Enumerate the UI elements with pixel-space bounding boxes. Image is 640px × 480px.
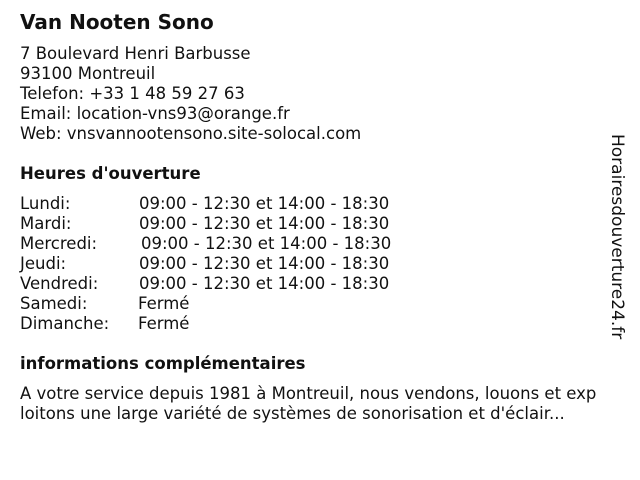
day-label: Mardi: xyxy=(20,214,72,233)
day-label: Samedi: xyxy=(20,294,88,313)
address-city: 93100 Montreuil xyxy=(20,64,156,83)
hours-value: 09:00 - 12:30 et 14:00 - 18:30 xyxy=(139,194,390,213)
day-label: Vendredi: xyxy=(20,274,99,293)
day-label: Dimanche: xyxy=(20,314,110,333)
address-street: 7 Boulevard Henri Barbusse xyxy=(20,44,251,63)
email-line: Email: location-vns93@orange.fr xyxy=(20,104,290,123)
description-line: loitons une large variété de systèmes de sonorisation et d'éclair... xyxy=(20,404,565,423)
hours-value: 09:00 - 12:30 et 14:00 - 18:30 xyxy=(139,274,390,293)
contact-block xyxy=(20,44,361,144)
hours-value: Fermé xyxy=(138,294,190,313)
business-description xyxy=(20,384,630,424)
hours-value: Fermé xyxy=(138,314,190,333)
business-name: Van Nooten Sono xyxy=(20,10,214,34)
hours-value: 09:00 - 12:30 et 14:00 - 18:30 xyxy=(139,214,390,233)
hours-value: 09:00 - 12:30 et 14:00 - 18:30 xyxy=(141,234,392,253)
info-heading: informations complémentaires xyxy=(20,354,306,373)
hours-value: 09:00 - 12:30 et 14:00 - 18:30 xyxy=(139,254,390,273)
web-line: Web: vnsvannootensono.site-solocal.com xyxy=(20,124,362,143)
phone-line: Telefon: +33 1 48 59 27 63 xyxy=(20,84,245,103)
day-label: Mercredi: xyxy=(20,234,98,253)
day-label: Jeudi: xyxy=(20,254,67,273)
description-line: A votre service depuis 1981 à Montreuil, nous vendons, louons et exp xyxy=(20,384,597,403)
hours-heading: Heures d'ouverture xyxy=(20,164,201,183)
day-label: Lundi: xyxy=(20,194,71,213)
site-watermark: Horairesdouverture24.fr xyxy=(607,134,627,340)
